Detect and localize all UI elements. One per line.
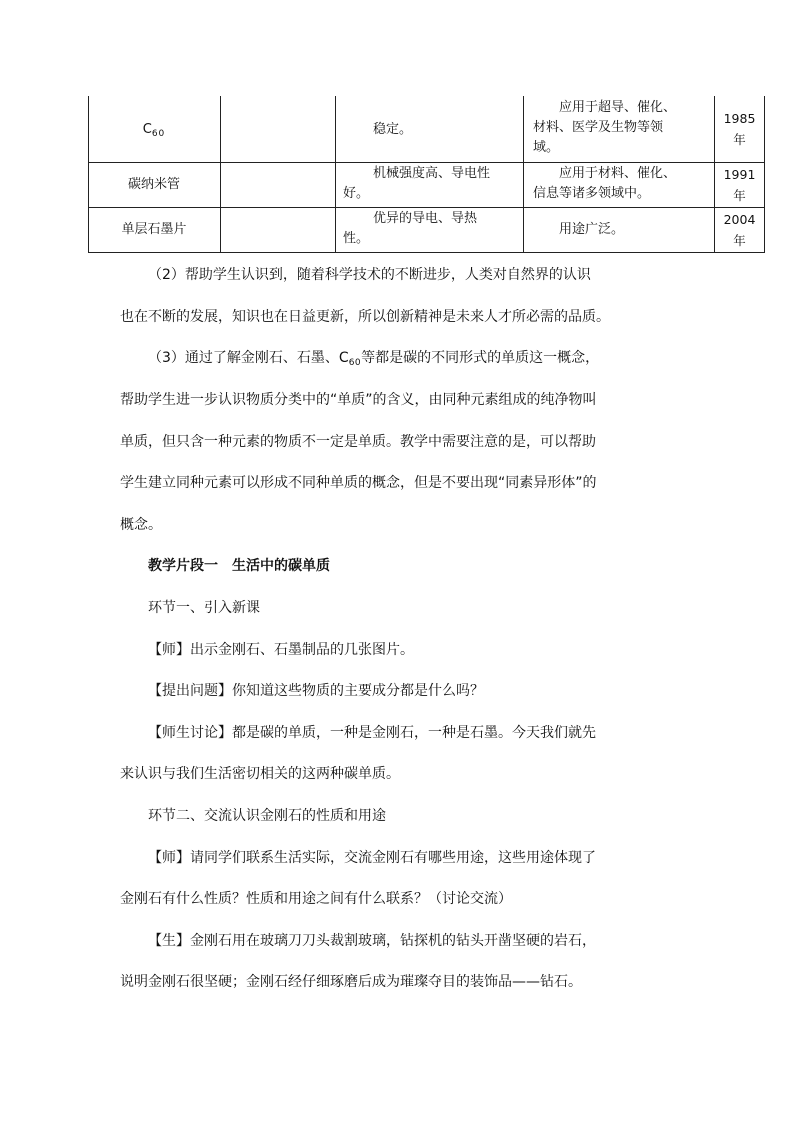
table-column-divider bbox=[335, 96, 336, 253]
table-border-bottom bbox=[88, 252, 765, 253]
year-unit: 年 bbox=[733, 233, 746, 248]
table-row-divider bbox=[88, 162, 765, 163]
table-cell-name: 碳纳米管 bbox=[127, 177, 180, 192]
teacher-line: 金刚石有什么性质？性质和用途之间有什么联系？（讨论交流） bbox=[120, 891, 512, 907]
student-line: 【生】金刚石用在玻璃刀刀头裁割玻璃，钻探机的钻头开凿坚硬的岩石， bbox=[148, 933, 596, 949]
table-cell-property: 稳定。 bbox=[373, 122, 413, 137]
step-2-title: 环节二、交流认识金刚石的性质和用途 bbox=[148, 808, 386, 824]
year-number: 1985 bbox=[723, 111, 756, 126]
year-number: 2004 bbox=[723, 212, 756, 227]
table-cell-use: 用途广泛。 bbox=[559, 222, 625, 237]
property-line: 好。 bbox=[343, 186, 370, 201]
paragraph-2-line: 也在不断的发展，知识也在日益更新，所以创新精神是未来人才所必需的品质。 bbox=[120, 309, 610, 325]
paragraph-2-line: （2）帮助学生认识到，随着科学技术的不断进步，人类对自然界的认识 bbox=[148, 267, 591, 283]
carbon-allotrope-table bbox=[88, 96, 765, 253]
table-cell-name: 单层石墨片 bbox=[121, 222, 187, 237]
p3-text: （3）通过了解金刚石、石墨、C bbox=[148, 350, 349, 366]
c60-main: C bbox=[142, 122, 152, 137]
table-border-right bbox=[764, 96, 765, 253]
paragraph-3-line: 概念。 bbox=[120, 517, 162, 533]
p3-text: 等都是碳的不同形式的单质这一概念， bbox=[361, 350, 600, 366]
discussion-line: 来认识与我们生活密切相关的这两种碳单质。 bbox=[120, 766, 400, 782]
teacher-line: 【师】请同学们联系生活实际，交流金刚石有哪些用途，这些用途体现了 bbox=[148, 850, 596, 866]
step-1-title: 环节一、引入新课 bbox=[148, 600, 260, 616]
year-number: 1991 bbox=[723, 167, 756, 182]
table-column-divider bbox=[523, 96, 524, 253]
paragraph-3-line: 学生建立同种元素可以形成不同种单质的概念，但是不要出现“同素异形体”的 bbox=[120, 475, 597, 491]
use-line: 域。 bbox=[533, 140, 560, 155]
use-line: 材料、医学及生物等领 bbox=[533, 120, 664, 135]
question-line: 【提出问题】你知道这些物质的主要成分都是什么吗？ bbox=[148, 683, 484, 699]
use-line: 信息等诸多领域中。 bbox=[533, 186, 651, 201]
student-line: 说明金刚石很坚硬；金刚石经仔细琢磨后成为璀璨夺目的装饰品——钻石。 bbox=[120, 974, 582, 990]
paragraph-3-line bbox=[148, 347, 688, 367]
property-line: 机械强度高、导电性 bbox=[373, 166, 491, 181]
table-cell-year bbox=[715, 209, 764, 251]
use-line: 应用于超导、催化、 bbox=[559, 100, 677, 115]
table-cell-use bbox=[533, 164, 713, 204]
table-cell-property bbox=[343, 164, 523, 204]
table-cell-name bbox=[88, 120, 220, 141]
discussion-line: 【师生讨论】都是碳的单质，一种是金刚石，一种是石墨。今天我们就先 bbox=[148, 725, 596, 741]
table-cell-year bbox=[715, 108, 764, 150]
table-column-divider bbox=[220, 96, 221, 253]
teacher-line: 【师】出示金刚石、石墨制品的几张图片。 bbox=[148, 642, 414, 658]
section-title: 教学片段一 生活中的碳单质 bbox=[148, 558, 330, 574]
c60-subscript: 60 bbox=[151, 129, 166, 139]
table-cell-use bbox=[533, 98, 713, 158]
c60-subscript: 60 bbox=[348, 358, 362, 368]
table-cell-year bbox=[715, 164, 764, 206]
year-unit: 年 bbox=[733, 132, 746, 147]
table-cell-property bbox=[343, 209, 523, 249]
year-unit: 年 bbox=[733, 188, 746, 203]
paragraph-3-line: 单质，但只含一种元素的物质不一定是单质。教学中需要注意的是，可以帮助 bbox=[120, 434, 596, 450]
table-row-divider bbox=[88, 207, 765, 208]
property-line: 优异的导电、导热 bbox=[373, 211, 478, 226]
use-line: 应用于材料、催化、 bbox=[559, 166, 677, 181]
property-line: 性。 bbox=[343, 231, 370, 246]
paragraph-3-line: 帮助学生进一步认识物质分类中的“单质”的含义，由同种元素组成的纯净物叫 bbox=[120, 392, 597, 408]
